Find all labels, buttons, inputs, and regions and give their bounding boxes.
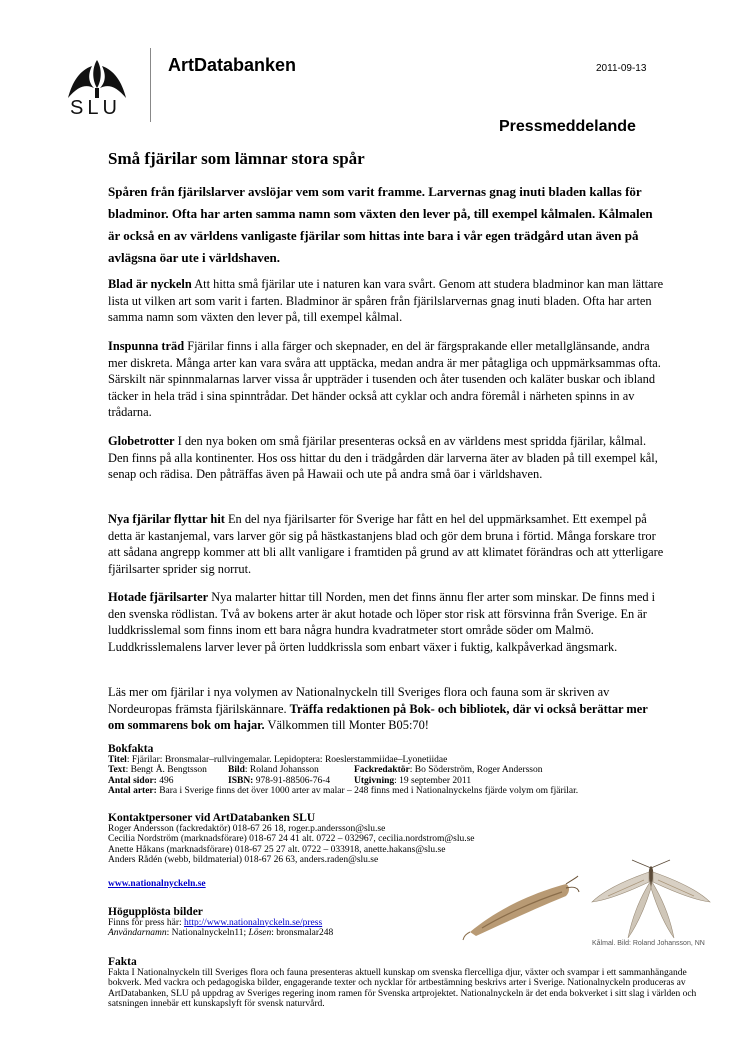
images-heading: Högupplösta bilder: [108, 906, 203, 918]
value: : Nationalnyckeln11;: [166, 928, 249, 938]
paragraph-text: En del nya fjärilsarter för Sverige har fått en hel del uppmärksamhet. Ett exempel på detta är kastanjemal, vars larver gör sig på hästkastanjens blad och gör dem bruna i förtid. Många forskare tror att sådana angrepp kommer att bli allt vanligare i framtiden på grund av att klimatet förändras och att ytterligare fjärilsarter sprider sig norrut.: [108, 512, 664, 576]
image-caption: Kålmal. Bild: Roland Johansson, NN: [592, 940, 705, 947]
moth-spread-wings-image: [588, 858, 714, 940]
press-release-label: Pressmeddelande: [499, 118, 636, 135]
bokfakta-species-row: [108, 786, 628, 797]
contacts-heading: Kontaktpersoner vid ArtDatabanken SLU: [108, 812, 316, 824]
label: Bild: [228, 765, 245, 775]
press-link[interactable]: http://www.nationalnyckeln.se/press: [184, 917, 323, 928]
label: Fackredaktör: [354, 765, 410, 775]
value: 978-91-88506-76-4: [253, 775, 331, 786]
article-title: Små fjärilar som lämnar stora spår: [108, 149, 365, 168]
paragraph-heading: Inspunna träd: [108, 339, 185, 353]
label: Lösen: [248, 928, 272, 938]
label: Text: [108, 765, 126, 775]
closing-paragraph: [108, 684, 664, 734]
paragraph: [108, 276, 664, 326]
images-text: Finns för press här:: [108, 917, 184, 928]
value: : bronsmalar248: [271, 928, 334, 938]
value: : Bo Söderström, Roger Andersson: [409, 765, 543, 775]
moth-side-view-image: [462, 870, 580, 942]
paragraph-text: Att hitta små fjärilar ute i naturen kan vara svårt. Genom att studera bladminor kan man lättare lista ut vilken art som varit i farten. Bladminor är spåren från fjärilslarvernas gnag inuti bladen. Ofta har arten samma namn som växten den lever på, till exempel kålmal.: [108, 277, 664, 325]
fakta-text: Fakta I Nationalnyckeln till Sveriges flora och fauna presenteras aktuell kunskap om svenska flercelliga djur, växter och svampar i ett sammanhängande bokverk. Med vackra och pedagogiska bilder, engagerande texter och nycklar för artbestämning beskrivs arter i Sverige. Nationalnyckeln produceras av ArtDatabanken, SLU på uppdrag av Sveriges regering inom ramen för Svenska artprojektet. Nationalnyckeln är det enda bokverket i sitt slag i världen och satsningen innebär ett kunskapslyft för svensk naturvård.: [108, 967, 697, 1009]
closing-text-end: Välkommen till Monter B05:70!: [264, 718, 429, 733]
paragraph: [108, 511, 664, 577]
contact-line: Anette Håkans (marknadsförare) 018-67 25 27 alt. 0722 – 033918, anette.hakans@slu.se: [108, 844, 446, 855]
paragraph: [108, 589, 664, 655]
release-date: 2011-09-13: [596, 63, 647, 74]
closing-bold-text: Träffa redaktionen på Bok- och bibliotek, där vi också berättar mer om sommarens bok om hajar.: [108, 701, 648, 733]
value: : Bengt Å. Bengtsson: [125, 765, 207, 775]
value: : Roland Johansson: [244, 765, 319, 775]
contact-line: Roger Andersson (fackredaktör) 018-67 26 18, roger.p.andersson@slu.se: [108, 823, 386, 834]
paragraph-text: Nya malarter hittar till Norden, men det finns ännu fler arter som minskar. De finns med i den svenska rödlistan. Två av bokens arter är akut hotade och löper stor risk att försvinna från Sverige. En är luddkrisslemal som finns inom ett bara några hundra kvadratmeter stort område söder om Malmö. Luddkrisslemalens larver lever på örten luddkrissla som enbart växer i fuktig, kalkpåverkad ängsmark.: [108, 590, 656, 654]
fakta-section: [108, 957, 708, 1010]
fakta-heading: Fakta: [108, 956, 137, 968]
header-divider: [150, 48, 151, 122]
contact-line: Cecilia Nordström (marknadsförare) 018-67 24 41 alt. 0722 – 032967, cecilia.nordstrom@slu.se: [108, 834, 475, 844]
bokfakta-title-row: [108, 755, 628, 766]
paragraph-heading: Hotade fjärilsarter: [108, 590, 209, 604]
paragraph-text: Fjärilar finns i alla färger och skepnader, en del är färgsprakande eller metallglänsande, andra mer diskreta. Många arter kan vara svåra att upptäcka, medan andra är mer påtagliga och uppmärksammas ofta. Särskilt när spinnmalarnas larver vissa år uppträder i tusenden och åter tusenden och kaläter buskar och ibland täcker in hela träd i sina spinntrådar. Det händer också att cyklar och andra föremål i närheten spinns in av trådarna.: [108, 339, 661, 420]
paragraph-text: I den nya boken om små fjärilar presenteras också en av världens mest spridda fjärilar, kålmal. Den finns på alla kontinenter. Hos oss hittar du den i trädgården där larverna äter av bladen på till exempel kål, senap och rädisa. Den påträffas även på Hawaii och ute på andra små öar i världshaven.: [108, 434, 658, 482]
label: Titel: [108, 754, 127, 765]
paragraph-heading: Nya fjärilar flyttar hit: [108, 512, 225, 526]
value: Bara i Sverige finns det över 1000 arter av malar – 248 finns med i Nationalnyckelns fjärde volym om fjärilar.: [156, 786, 579, 796]
bokfakta-credits-row: [108, 765, 628, 776]
paragraph: [108, 338, 664, 421]
logo-text: SLU: [70, 97, 121, 119]
website-link[interactable]: www.nationalnyckeln.se: [108, 878, 206, 889]
label: Antal sidor:: [108, 775, 157, 786]
label: Utgivning: [354, 775, 395, 786]
label: ISBN:: [228, 775, 254, 786]
paragraph: [108, 433, 664, 483]
article-lead: Spåren från fjärilslarver avslöjar vem som varit framme. Larvernas gnag inuti bladen kallas för bladminor. Ofta har arten samma namn som växten den lever på, till exempel kålmalen. Kålmalen är också en av världens vanligaste fjärilar som hittas inte bara i vår egen trädgård utan även på avlägsna öar ute i världshaven.: [108, 184, 653, 265]
label: Antal arter:: [108, 786, 157, 796]
org-name: ArtDatabanken: [168, 55, 297, 75]
value: 496: [156, 775, 174, 786]
bokfakta-numbers-row: [108, 776, 628, 787]
contact-line: Anders Rådén (webb, bildmaterial) 018-67 26 63, anders.raden@slu.se: [108, 855, 379, 865]
paragraph-heading: Blad är nyckeln: [108, 277, 192, 291]
bokfakta-section: [108, 744, 628, 797]
value: : 19 september 2011: [394, 775, 472, 786]
paragraph-heading: Globetrotter: [108, 434, 175, 448]
label: Användarnamn: [108, 928, 167, 938]
bokfakta-heading: Bokfakta: [108, 743, 154, 755]
closing-text: Läs mer om fjärilar i nya volymen av Nationalnyckeln till Sveriges flora och fauna som är skriven av Nordeuropas främsta fjärilskännare.: [108, 685, 610, 716]
value: : Fjärilar: Bronsmalar–rullvingemalar. Lepidoptera: Roeslerstammiidae–Lyonetiidae: [126, 754, 448, 765]
